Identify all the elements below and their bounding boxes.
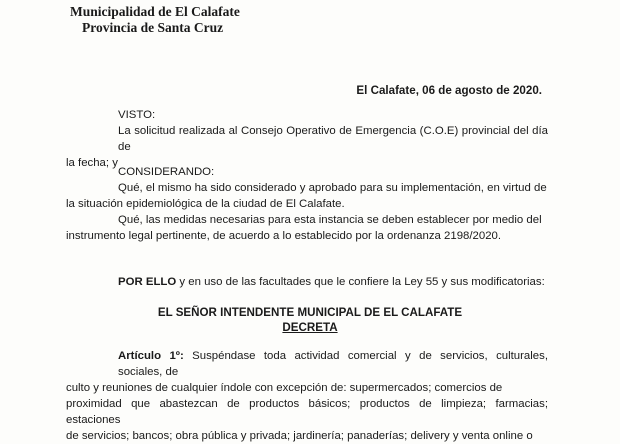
por-ello-paragraph xyxy=(66,274,548,290)
considerando-label: CONSIDERANDO: xyxy=(118,166,215,178)
visto-text-line-2: la fecha; y xyxy=(66,157,118,169)
article-1 xyxy=(66,348,548,444)
document-date: El Calafate, 06 de agosto de 2020. xyxy=(356,84,542,97)
article-1-line-1: Suspéndase toda actividad comercial y de servicios, culturales, sociales, de xyxy=(118,350,548,378)
considerando-p2-line-1: Qué, las medidas necesarias para esta instancia se deben establecer por medio del xyxy=(118,214,542,226)
por-ello-text: y en uso de las facultades que le confiere la Ley 55 y sus modificatorias: xyxy=(176,276,545,288)
visto-text-line-1: La solicitud realizada al Consejo Operativo de Emergencia (C.O.E) provincial del día de xyxy=(118,125,548,153)
municipality-name: Municipalidad de El Calafate xyxy=(70,4,240,19)
por-ello-label: POR ELLO xyxy=(118,276,177,288)
visto-label: VISTO: xyxy=(118,109,156,121)
article-1-line-3: proximidad que abastezcan de productos básicos; productos de limpieza; farmacias; estaciones xyxy=(66,398,548,426)
decree-heading xyxy=(0,305,620,335)
letterhead xyxy=(70,4,240,36)
visto-section xyxy=(66,107,548,171)
province-name: Provincia de Santa Cruz xyxy=(82,20,224,35)
considerando-p1-line-1: Qué, el mismo ha sido considerado y aprobado para su implementación, en virtud de xyxy=(118,182,547,194)
considerando-p1-line-2: la situación epidemiológica de la ciudad de El Calafate. xyxy=(66,198,345,210)
considerando-section xyxy=(66,164,548,244)
decreta-label: DECRETA xyxy=(282,321,338,334)
decree-authority: EL SEÑOR INTENDENTE MUNICIPAL DE EL CALAFATE xyxy=(157,306,463,319)
article-1-label: Artículo 1º: xyxy=(118,350,184,362)
considerando-p2-line-2: instrumento legal pertinente, de acuerdo a lo establecido por la ordenanza 2198/2020. xyxy=(66,230,502,242)
article-1-line-2: culto y reuniones de cualquier índole con excepción de: supermercados; comercios de xyxy=(66,382,503,394)
article-1-line-4: de servicios; bancos; obra pública y privada; jardinería; panaderías; delivery y venta online o xyxy=(66,430,533,442)
